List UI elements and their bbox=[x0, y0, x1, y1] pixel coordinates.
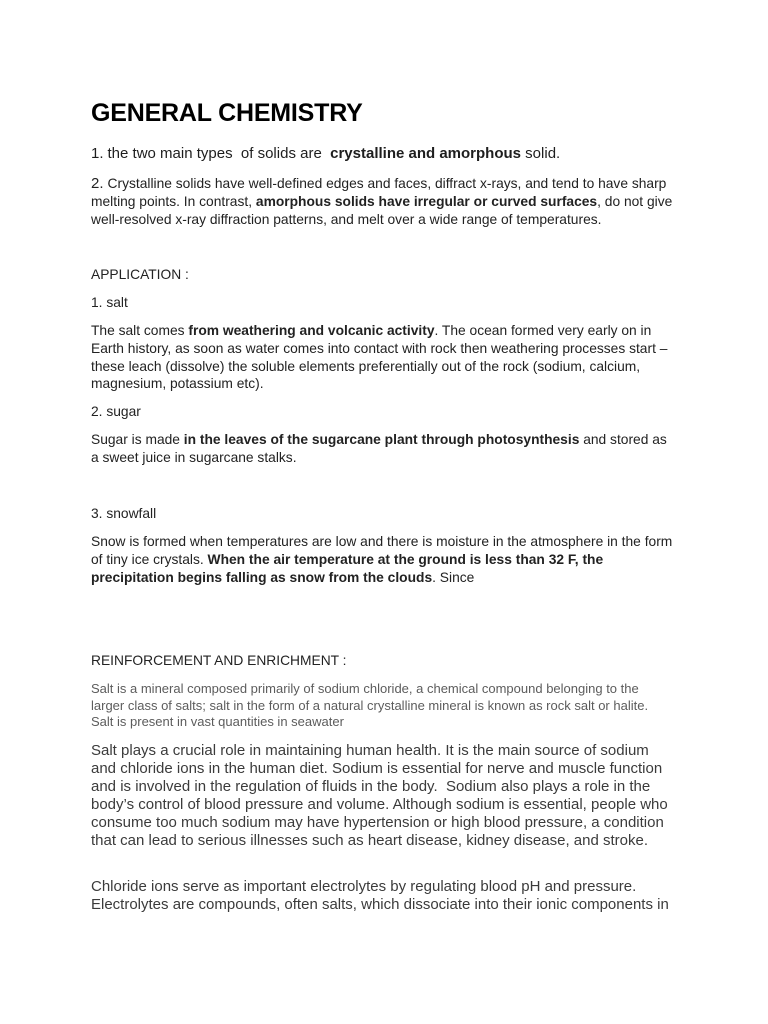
point-emphasis: crystalline and amorphous bbox=[330, 145, 522, 162]
paragraph-text: a sweet juice in sugarcane stalks. bbox=[91, 449, 297, 465]
paragraph-emphasis: from weathering and volcanic activity bbox=[188, 323, 435, 338]
paragraph-text: Snow is formed when temperatures are low and there is moisture in the atmosphere in the form bbox=[91, 534, 673, 549]
paragraph-line bbox=[91, 322, 667, 340]
paragraph-text: Salt is a mineral composed primarily of sodium chloride, a chemical compound belonging to the bbox=[91, 681, 639, 696]
application-heading: APPLICATION : bbox=[91, 267, 189, 282]
point-number: 2. bbox=[91, 175, 104, 192]
point-text: the two main types of solids are bbox=[107, 145, 331, 162]
paragraph-text: well-resolved x-ray diffraction patterns, and melt over a wide range of temperatures. bbox=[91, 211, 602, 227]
paragraph-line bbox=[91, 431, 667, 449]
paragraph-line bbox=[91, 175, 672, 193]
paragraph-line bbox=[91, 340, 667, 358]
page-title: GENERAL CHEMISTRY bbox=[91, 99, 363, 127]
paragraph-emphasis: in the leaves of the sugarcane plant through photosynthesis bbox=[183, 432, 580, 447]
paragraph-text: Electrolytes are compounds, often salts, which dissociate into their ionic components in bbox=[91, 896, 669, 913]
paragraph-text: consume too much sodium may have hypertension or high blood pressure, a condition bbox=[91, 814, 664, 831]
paragraph-line bbox=[91, 814, 668, 832]
snowfall-label: 3. snowfall bbox=[91, 506, 157, 521]
paragraph-line bbox=[91, 533, 672, 551]
paragraph-emphasis: precipitation begins falling as snow from the clouds bbox=[91, 569, 433, 585]
paragraph-text: Crystalline solids have well-defined edges and faces, diffract x-rays, and tend to have sharp bbox=[107, 176, 667, 191]
paragraph-text: that can lead to serious illnesses such as heart disease, kidney disease, and stroke. bbox=[91, 832, 648, 849]
paragraph-text: Sugar is made bbox=[91, 432, 184, 447]
paragraph-line bbox=[91, 742, 668, 760]
paragraph-line bbox=[91, 796, 668, 814]
point-text: solid. bbox=[521, 145, 561, 162]
paragraph-line bbox=[91, 760, 668, 778]
paragraph-line bbox=[91, 358, 667, 376]
paragraph-text: and chloride ions in the human diet. Sodium is essential for nerve and muscle function bbox=[91, 760, 663, 777]
paragraph-text: these leach (dissolve) the soluble elements preferentially out of the rock (sodium, calcium, bbox=[91, 358, 641, 374]
chloride-paragraph bbox=[91, 878, 669, 914]
snowfall-paragraph bbox=[91, 533, 672, 586]
crystalline-amorphous-paragraph bbox=[91, 175, 672, 228]
paragraph-text: . The ocean formed very early on in bbox=[434, 323, 652, 338]
paragraph-line bbox=[91, 551, 672, 569]
solids-types-line bbox=[91, 145, 560, 163]
paragraph-line bbox=[91, 681, 648, 698]
solids-types-point bbox=[91, 145, 560, 163]
paragraph-line bbox=[91, 896, 669, 914]
salt-paragraph bbox=[91, 322, 667, 393]
paragraph-line bbox=[91, 714, 648, 731]
paragraph-text: Salt plays a crucial role in maintaining human health. It is the main source of sodium bbox=[91, 742, 649, 759]
paragraph-text: Chloride ions serve as important electrolytes by regulating blood pH and pressure. bbox=[91, 878, 637, 895]
paragraph-text: Earth history, as soon as water comes into contact with rock then weathering processes start – bbox=[91, 340, 668, 356]
paragraph-line bbox=[91, 193, 672, 211]
paragraph-text: melting points. In contrast, bbox=[91, 193, 256, 209]
paragraph-text: and is involved in the regulation of fluids in the body. Sodium also plays a role in the bbox=[91, 778, 651, 795]
paragraph-text: body’s control of blood pressure and volume. Although sodium is essential, people who bbox=[91, 796, 668, 813]
paragraph-text: of tiny ice crystals. bbox=[91, 551, 208, 567]
salt-definition-paragraph bbox=[91, 681, 648, 731]
salt-label: 1. salt bbox=[91, 295, 128, 310]
salt-health-paragraph bbox=[91, 742, 668, 850]
paragraph-line bbox=[91, 832, 668, 850]
reinforcement-heading: REINFORCEMENT AND ENRICHMENT : bbox=[91, 653, 347, 668]
sugar-label: 2. sugar bbox=[91, 404, 141, 419]
sugar-paragraph bbox=[91, 431, 667, 467]
paragraph-emphasis: amorphous solids have irregular or curved surfaces bbox=[255, 193, 598, 209]
paragraph-text: magnesium, potassium etc). bbox=[91, 376, 264, 392]
paragraph-line bbox=[91, 878, 669, 896]
paragraph-text: . Since bbox=[432, 569, 475, 585]
paragraph-text: , do not give bbox=[597, 193, 673, 209]
paragraph-text: larger class of salts; salt in the form of a natural crystalline mineral is known as rock salt or halite. bbox=[91, 697, 649, 713]
paragraph-line bbox=[91, 569, 672, 587]
paragraph-text: The salt comes bbox=[91, 323, 189, 338]
paragraph-line bbox=[91, 698, 648, 715]
paragraph-text: Salt is present in vast quantities in seawater bbox=[91, 714, 344, 729]
paragraph-emphasis: When the air temperature at the ground is less than 32 F, the bbox=[207, 551, 604, 567]
paragraph-line bbox=[91, 375, 667, 393]
paragraph-line bbox=[91, 778, 668, 796]
paragraph-text: and stored as bbox=[579, 432, 667, 447]
point-number: 1. bbox=[91, 145, 104, 162]
paragraph-line bbox=[91, 211, 672, 229]
paragraph-line bbox=[91, 449, 667, 467]
